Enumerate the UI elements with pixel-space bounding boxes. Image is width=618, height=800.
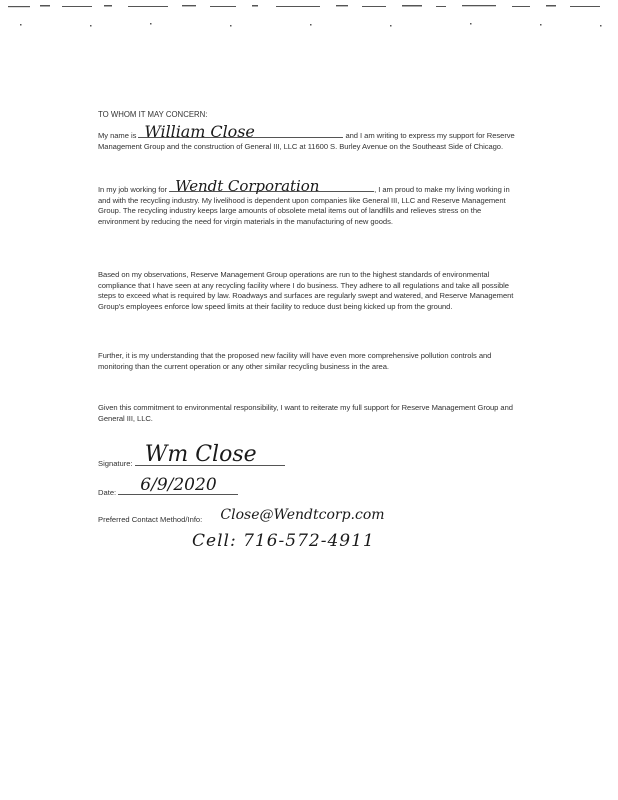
paragraph-observations: Based on my observations, Reserve Management Group operations are run to the highest standards of environmental compliance that I have seen at any recycling facility where I do business. They adhere to all regulations and take all possible steps to exceed what is required by law. Roadways and surfaces are regularly swept and watered, and Reserve Management Group's employees enforce low speed limits at their facility to reduce dust being kicked up from the ground.: [98, 270, 514, 311]
paragraph-intro: [98, 122, 523, 152]
scan-artifact-dots: [0, 0, 618, 30]
handwritten-contact: Close@Wendtcorp.com: [220, 507, 385, 523]
signature-label: Signature:: [98, 459, 133, 468]
name-field: [138, 122, 343, 142]
handwritten-date: 6/9/2020: [140, 475, 217, 495]
date-label: Date:: [98, 488, 117, 497]
handwritten-signature: Wm Close: [144, 442, 257, 467]
paragraph-closing: Given this commitment to environmental responsibility, I want to reiterate my full support for Reserve Management Group and General III, LLC.: [98, 403, 513, 423]
intro-text: and I am writing to express my support for Reserve Management Group and the construction of General III, LLC at 11600 S. Burley Avenue on the Southeast Side of Chicago.: [98, 131, 515, 151]
contact-field: [204, 507, 432, 523]
paragraph-new-facility: Further, it is my understanding that the proposed new facility will have even more comprehensive pollution controls and monitoring than the current operation or any other similar recycling business in the area.: [98, 351, 492, 371]
handwritten-employer: Wendt Corporation: [175, 177, 320, 196]
salutation: TO WHOM IT MAY CONCERN:: [98, 110, 208, 119]
paragraph-employer: [98, 177, 523, 227]
intro-prefix: My name is: [98, 131, 137, 140]
date-row: [98, 475, 238, 497]
employer-prefix: In my job working for: [98, 185, 168, 194]
date-field: [118, 475, 238, 495]
contact-row: [98, 507, 432, 524]
signature-field: [135, 442, 285, 467]
signature-row: [98, 442, 285, 468]
handwritten-name: William Close: [144, 122, 255, 142]
contact-label: Preferred Contact Method/Info:: [98, 515, 203, 524]
employer-text: , I am proud to make my living working in and with the recycling industry. My livelihood is dependent upon companies like General III, LLC and Reserve Management Group. The recycling industry keeps large amounts of obsolete metal items out of landfills and relieves stress on the environment by reducing the need for virgin materials in the manufacturing of new goods.: [98, 185, 510, 226]
employer-field: [169, 177, 374, 196]
handwritten-cell-number: Cell: 716-572-4911: [192, 531, 375, 551]
